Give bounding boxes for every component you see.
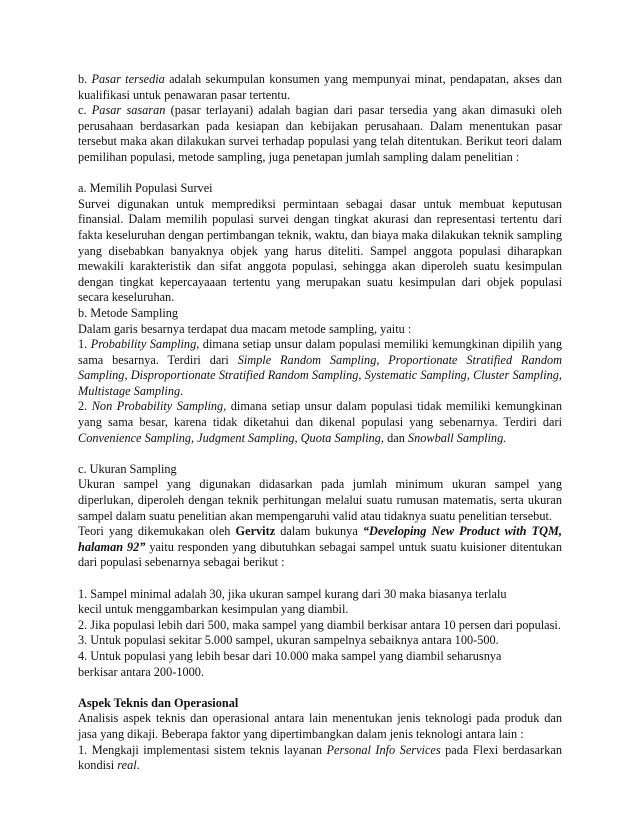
paragraph-text: Teori yang dikemukakan oleh [78,524,236,539]
paragraph-ukuran: Ukuran sampel yang digunakan didasarkan pada jumlah minimum ukuran sampel yang diperlukan, diperoleh dengan teknik perhitungan melalui suatu rumusan matematis, serta ukuran sampel dalam suatu penelitian akan mempengaruhi valid atau tidaknya suatu penelitian tersebut. [78,477,562,523]
book-title: “Developing New Product with TQM, halaman 92” [78,524,562,554]
paragraph-aspek: Analisis aspek teknis dan operasional antara lain menentukan jenis teknologi pada produk dan jasa yang dikaji. Beberapa faktor yang dipertimbangkan dalam jenis teknologi antara lain : [78,711,562,741]
paragraph-populasi: Survei digunakan untuk memprediksi permintaan sebagai dasar untuk membuat keputusan finansial. Dalam memilih populasi survei dengan tingkat akurasi dan representasi tertentu dari fakta keseluruhan dengan pertimbangan teknik, waktu, dan biaya maka dilakukan teknik sampling yang disebabkan banyaknya objek yang harus diteliti. Sampel anggota populasi diharapkan mewakili karakteristik dan sifat anggota populasi, sehingga akan diperoleh suatu kesimpulan dengan tingkat kepercayaaan tertentu yang merupakan suatu kesimpulan dari objek populasi secara keseluruhan. [78,196,562,305]
list-text-end: . [136,758,140,773]
rule-4-line-2: berkisar antara 200-1000. [78,664,204,679]
term-probability-sampling: Probability Sampling, [90,337,200,352]
term-personal-info-services: Personal Info Services [326,742,441,757]
term-real: real [117,758,137,773]
item-label: b. [78,72,92,86]
paragraph-metode-intro: Dalam garis besarnya terdapat dua macam metode sampling, yaitu : [78,321,412,336]
list-text-end: . [180,383,184,398]
list-text: dimana setiap unsur dalam populasi memiliki kemungkinan dipilih yang sama besarnya. Terdiri dari [78,337,562,367]
paragraph-teori [78,524,562,571]
document-page [78,72,562,774]
list-number: 2. [78,399,92,414]
list-item-aspek-1 [78,743,562,774]
non-probability-types: Convenience Sampling, Judgment Sampling, Quota Sampling, [78,430,385,445]
paragraph-text: (pasar terlayani) adalah bagian dari pasar tersedia yang akan dimasuki oleh perusahaan berdasarkan pada kesiapan dan kebijakan perusahaan. Dalam menentukan pasar tersebut maka akan dilakukan survei terhadap populasi yang telah ditentukan. Berikut teori dalam pemilihan populasi, metode sampling, juga penetapan jumlah sampling dalam penelitian : [78,103,562,164]
list-text: 1. Mengkaji implementasi sistem teknis layanan [78,742,327,757]
list-number: 1. [78,337,91,352]
heading-populasi: a. Memilih Populasi Survei [78,181,213,196]
list-item-non-probability [78,399,562,446]
heading-metode-sampling: b. Metode Sampling [78,305,179,320]
rule-3: 3. Untuk populasi sekitar 5.000 sampel, ukuran sampelnya sebaiknya antara 100-500. [78,633,499,648]
term-pasar-sasaran: Pasar sasaran [91,103,166,118]
paragraph-pasar-sasaran [78,103,562,165]
paragraph-text: adalah sekumpulan konsumen yang mempunyai minat, pendapatan, akses dan kualifikasi untuk penawaran pasar tertentu. [78,72,562,102]
probability-types: Simple Random Sampling, Proportionate Stratified Random Sampling, Disproportionate Stratified Random Sampling, Systematic Sampling, Cluster Sampling, Multistage Sampling [78,352,563,398]
paragraph-pasar-tersedia [78,72,562,103]
rule-1-line-2: kecil untuk menggambarkan kesimpulan yang diambil. [78,602,349,617]
rule-4-line-1: 4. Untuk populasi yang lebih besar dari 10.000 maka sampel yang diambil seharusnya [78,648,502,663]
heading-aspek-teknis: Aspek Teknis dan Operasional [78,695,239,710]
author-name: Gervitz [235,524,276,539]
paragraph-text: dalam bukunya [275,524,363,539]
list-text: pada Flexi berdasarkan kondisi [78,742,562,773]
list-item-probability [78,337,562,399]
list-text: dimana setiap unsur dalam populasi tidak memiliki kemungkinan yang sama besar, karena tidak diketahui dan dikenal populasi yang sebenarnya. Terdiri dari [78,399,562,430]
heading-ukuran-sampling: c. Ukuran Sampling [78,461,177,476]
snowball-sampling: Snowball Sampling. [407,430,507,445]
spacer [78,680,562,696]
list-conjunction: dan [384,430,408,445]
rule-1-line-1: 1. Sampel minimal adalah 30, jika ukuran sampel kurang dari 30 maka biasanya terlalu [78,586,507,601]
spacer [78,446,562,462]
item-label: c. [78,103,92,118]
spacer [78,166,562,182]
rule-2: 2. Jika populasi lebih dari 500, maka sampel yang diambil berkisar antara 10 persen dari populasi. [78,617,561,632]
paragraph-text: yaitu responden yang dibutuhkan sebagai sampel untuk suatu kuisioner ditentukan dari populasi sebenarnya sebagai berikut : [78,539,562,570]
term-non-probability-sampling: Non Probability Sampling, [91,399,227,414]
spacer [78,571,562,587]
term-pasar-tersedia: Pasar tersedia [91,72,165,86]
